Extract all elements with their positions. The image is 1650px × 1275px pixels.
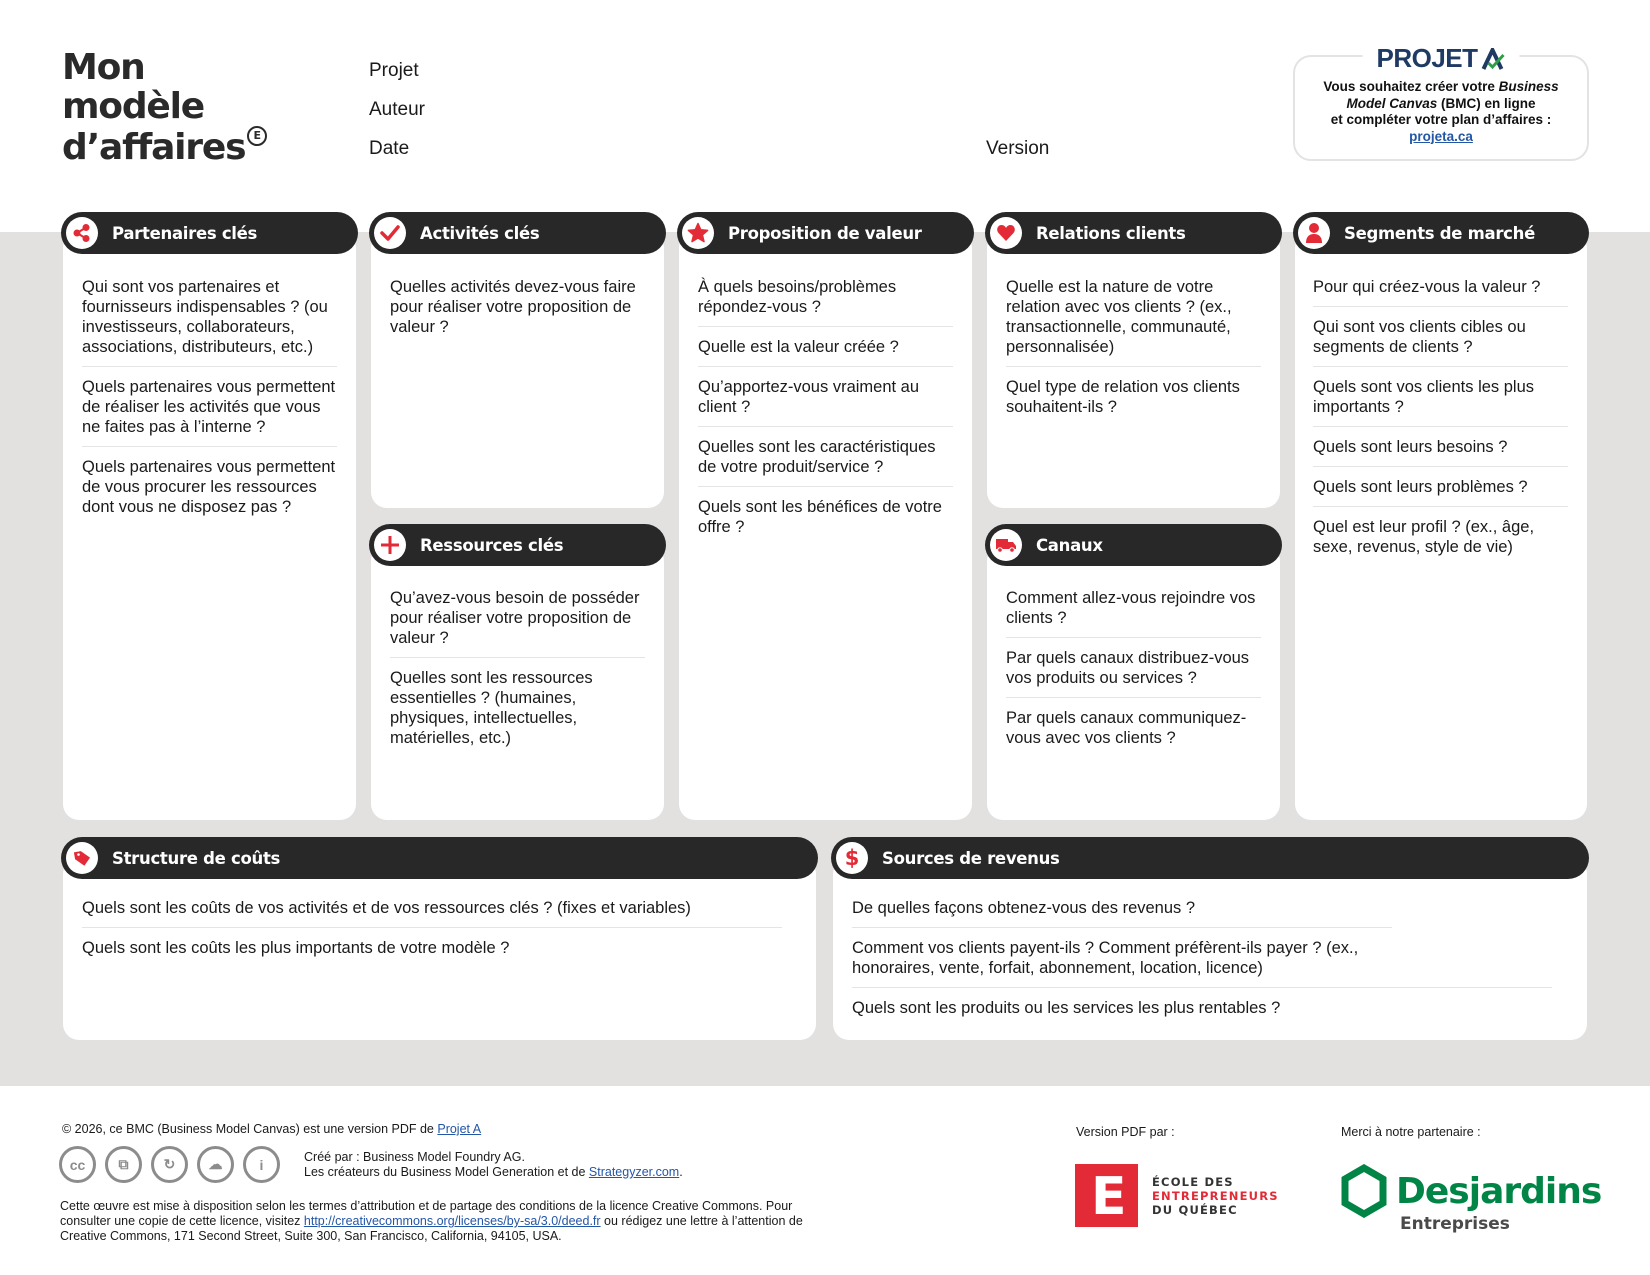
promo-text: Business [1498,79,1559,94]
resources-title: Ressources clés [420,535,564,555]
version-field-label[interactable]: Version [986,138,1050,159]
truck-icon [990,529,1022,561]
channels-questions [1006,588,1261,757]
segments-title: Segments de marché [1344,223,1535,243]
creators-block [304,1150,683,1180]
projet-a-link[interactable]: Projet A [437,1122,482,1136]
eeq-logo-mark [1075,1164,1138,1227]
title-line: Mon [62,47,145,88]
creators-text: Les créateurs du Business Model Generation et de [304,1165,589,1179]
projeta-link[interactable]: projeta.ca [1409,128,1473,144]
cc-glyph: ☁ [208,1156,223,1172]
star-icon [682,217,714,249]
question-item: Comment allez-vous rejoindre vos clients ? [1006,589,1256,627]
cc-glyph: i [259,1156,264,1173]
desjardins-sub: Entreprises [1400,1214,1510,1234]
author-field-label[interactable]: Auteur [369,99,425,120]
eeq-logo-text [1152,1175,1279,1217]
eeq-line: ENTREPRENEURS [1152,1188,1279,1203]
registered-badge: E [247,126,267,146]
activities-header [369,212,666,254]
promo-text: Vous souhaitez créer votre [1323,79,1499,94]
question-item: Par quels canaux distribuez-vous vos produits ou services ? [1006,637,1261,697]
commercial-icon [197,1146,234,1183]
person-icon [1298,217,1330,249]
tag-icon [66,842,98,874]
plus-icon [374,529,406,561]
costs-questions [82,898,782,967]
value-title: Proposition de valeur [728,223,922,243]
promo-text: (BMC) en ligne [1437,95,1536,111]
segments-header [1293,212,1589,254]
license-text-part: Cette œuvre est mise à disposition selon les termes d’attribution et de partage des conditions de la licence Creative Commons. Pour consulter une copie de cette licence, visitez [60,1199,793,1228]
value-header [677,212,974,254]
check-icon [374,217,406,249]
copy-icon [105,1146,142,1183]
question-item: Qu’apportez-vous vraiment au client ? [698,366,953,426]
desjardins-logo [1340,1164,1601,1234]
cc-license-icons [59,1146,280,1183]
value-questions [698,277,953,546]
created-by-text: Créé par : Business Model Foundry AG. [304,1150,525,1164]
dollar-glyph: $ [844,846,860,870]
relations-title: Relations clients [1036,223,1186,243]
cc-glyph: ↻ [163,1156,176,1172]
projeta-promo-text [1295,79,1587,145]
partner-label: Merci à notre partenaire : [1341,1125,1481,1139]
channels-title: Canaux [1036,535,1103,555]
question-item: Qu’avez-vous besoin de posséder pour réaliser votre proposition de valeur ? [390,589,640,647]
projeta-logo-text: PROJET [1376,43,1478,73]
dollar-icon [836,842,868,874]
question-item: Pour qui créez-vous la valeur ? [1313,278,1541,296]
question-item: Quels sont vos clients les plus importants ? [1313,366,1568,426]
segments-questions [1313,277,1568,566]
desjardins-name: Desjardins [1396,1170,1602,1212]
costs-title: Structure de coûts [112,848,281,868]
question-item: Qui sont vos partenaires et fournisseurs indispensables ? (ou investisseurs, collaborateurs, associations, distributeurs, etc.) [82,278,328,356]
partners-title: Partenaires clés [112,223,258,243]
question-item: Par quels canaux communiquez-vous avec vos clients ? [1006,697,1261,757]
project-field-label[interactable]: Projet [369,60,419,81]
costs-header [61,837,818,879]
question-item: Quelles activités devez-vous faire pour réaliser votre proposition de valeur ? [390,278,636,336]
cc-glyph: ⧉ [118,1156,129,1172]
question-item: Quels partenaires vous permettent de réaliser les activités que vous ne faites pas à l’interne ? [82,366,337,446]
question-item: Quel est leur profil ? (ex., âge, sexe, revenus, style de vie) [1313,506,1568,566]
title-line: modèle [62,86,204,127]
question-item: Quels sont leurs problèmes ? [1313,466,1568,506]
eeq-letter: E [1091,1167,1127,1227]
pdf-by-label: Version PDF par : [1076,1125,1175,1139]
copyright-text: © 2026, ce BMC (Business Model Canvas) est une version PDF de [62,1122,438,1136]
share-icon [66,217,98,249]
projeta-logo [1362,43,1519,74]
question-item: Quels sont les bénéfices de votre offre ? [698,486,953,546]
partners-questions [82,277,337,526]
question-item: Quelle est la valeur créée ? [698,326,953,366]
partners-header [61,212,358,254]
copyright-line [62,1122,481,1137]
eeq-line: DU QUÉBEC [1152,1202,1238,1217]
question-item: Quels sont les coûts les plus importants de votre modèle ? [82,927,782,967]
projeta-promo-box [1293,43,1589,161]
creators-suffix: . [679,1165,683,1179]
page-title [62,48,267,167]
question-item: Quel type de relation vos clients souhaitent-ils ? [1006,366,1261,426]
cc-glyph: cc [69,1156,86,1173]
channels-header [985,524,1282,566]
promo-text: Model Canvas [1346,95,1438,111]
cc-icon [59,1146,96,1183]
question-item: Qui sont vos clients cibles ou segments de clients ? [1313,306,1568,366]
question-item: Quelles sont les ressources essentielles ? (humaines, physiques, intellectuelles, matérielles, etc.) [390,657,645,757]
question-item: Quelles sont les caractéristiques de votre produit/service ? [698,426,953,486]
projeta-a-icon [1482,48,1506,70]
revenue-title: Sources de revenus [882,848,1060,868]
question-item: Quels partenaires vous permettent de vous procurer les ressources dont vous ne disposez pas ? [82,446,337,526]
question-item: Quelle est la nature de votre relation avec vos clients ? (ex., transactionnelle, communauté, personnalisée) [1006,278,1232,356]
question-item: Comment vos clients payent-ils ? Comment préfèrent-ils payer ? (ex., honoraires, vente, forfait, abonnement, location, licence) [852,927,1392,987]
revenue-questions [852,898,1552,1027]
question-item: De quelles façons obtenez-vous des revenus ? [852,899,1196,917]
heart-icon [990,217,1022,249]
question-item: Quels sont leurs besoins ? [1313,426,1568,466]
question-item: Quels sont les produits ou les services les plus rentables ? [852,987,1552,1027]
revenue-header [831,837,1589,879]
strategyzer-link[interactable]: Strategyzer.com [588,1165,680,1179]
license-text-part: ou rédigez une lettre à l’attention de Creative Commons, 171 Second Street, Suite 300, San Francisco, California, 94105, USA. [60,1214,803,1243]
date-field-label[interactable]: Date [369,138,410,159]
eeq-logo [1075,1164,1279,1227]
resources-questions [390,588,645,757]
question-item: À quels besoins/problèmes répondez-vous ? [698,278,897,316]
share-alike-icon [151,1146,188,1183]
relations-header [985,212,1282,254]
title-line: d’affaires [62,127,246,168]
activities-title: Activités clés [420,223,540,243]
promo-text: et compléter votre plan d’affaires : [1330,112,1552,127]
relations-questions [1006,277,1261,426]
question-item: Quels sont les coûts de vos activités et de vos ressources clés ? (fixes et variables) [82,899,691,917]
cc-license-link[interactable]: http://creativecommons.org/licenses/by-sa/3.0/deed.fr [303,1214,601,1228]
license-text [60,1199,835,1244]
activities-card [371,232,664,508]
desjardins-hexagon-icon [1340,1164,1388,1218]
attribution-icon [243,1146,280,1183]
activities-questions [390,277,645,346]
resources-header [369,524,666,566]
eeq-line: ÉCOLE DES [1152,1174,1234,1189]
